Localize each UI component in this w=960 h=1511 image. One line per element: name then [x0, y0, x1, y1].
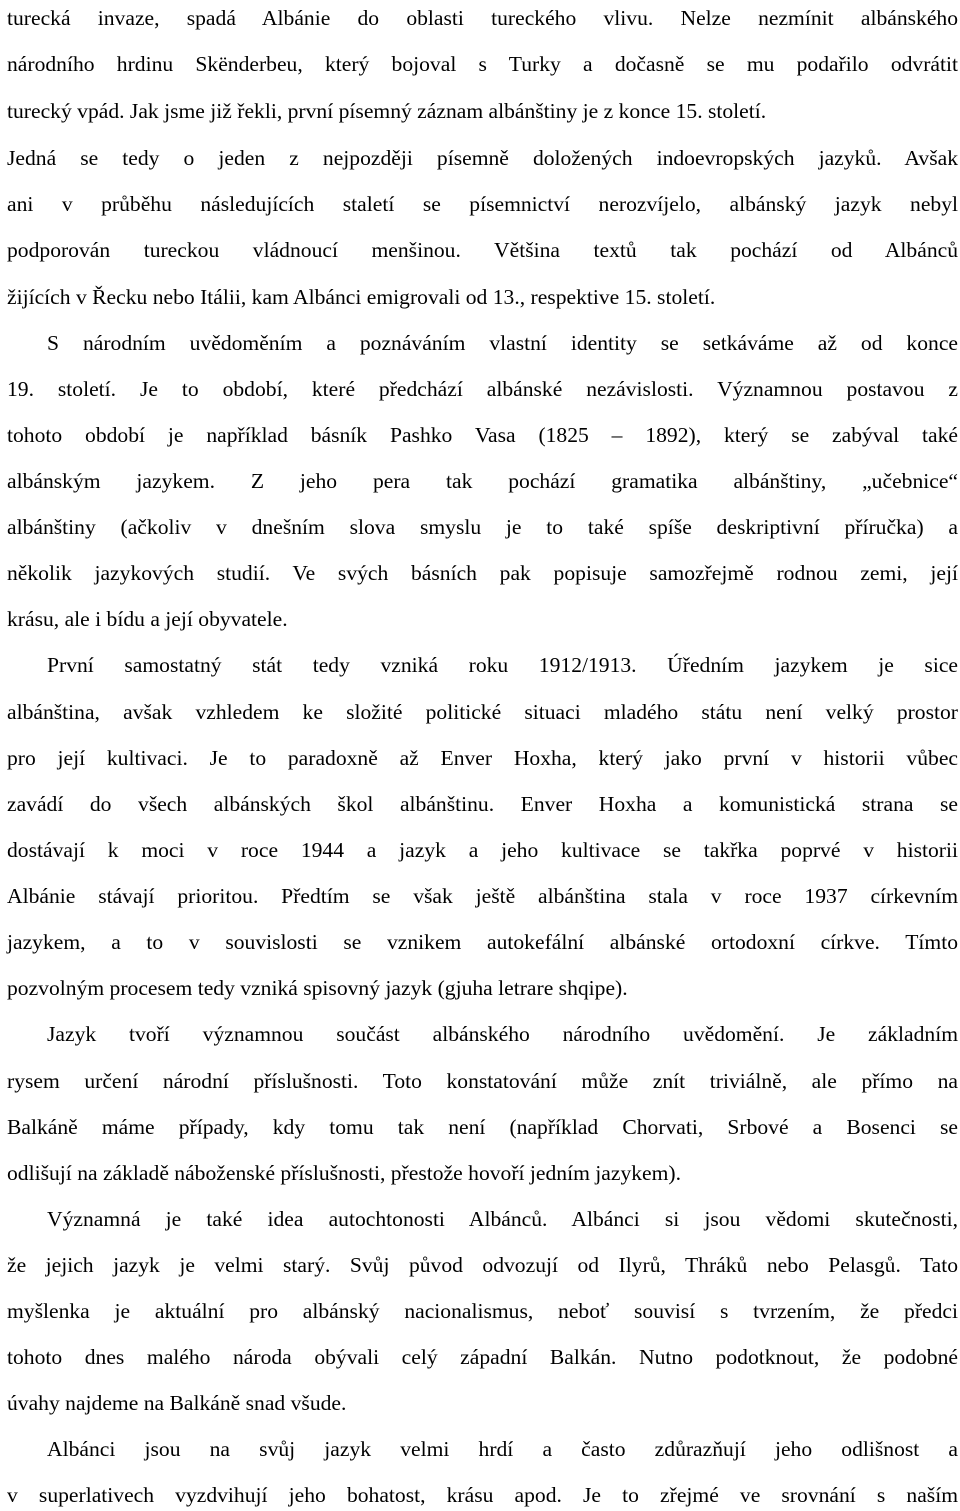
- text-line: První samostatný stát tedy vzniká roku 1912/1913. Úředním jazykem je sice: [47, 653, 958, 677]
- text-line: tohoto období je například básník Pashko Vasa (1825 – 1892), který se zabýval také: [7, 423, 958, 447]
- text-line: myšlenka je aktuální pro albánský nacionalismus, neboť souvisí s tvrzením, že předci: [7, 1299, 958, 1323]
- text-line: tohoto dnes malého národa obývali celý západní Balkán. Nutno podotknout, že podobné: [7, 1345, 958, 1369]
- text-line: krásu, ale i bídu a její obyvatele.: [7, 607, 288, 631]
- text-line: podporován tureckou vládnoucí menšinou. Většina textů tak pochází od Albánců: [7, 238, 958, 262]
- text-line: Balkáně máme případy, kdy tomu tak není (například Chorvati, Srbové a Bosenci se: [7, 1115, 958, 1139]
- text-line: Významná je také idea autochtonosti Albánců. Albánci si jsou vědomi skutečnosti,: [47, 1207, 958, 1231]
- text-line: dostávají k moci v roce 1944 a jazyk a jeho kultivace se takřka poprvé v historii: [7, 838, 958, 862]
- text-line: národního hrdinu Skënderbeu, který bojoval s Turky a dočasně se mu podařilo odvrátit: [7, 52, 958, 76]
- text-line: Jazyk tvoří významnou součást albánského národního uvědomění. Je základním: [47, 1022, 958, 1046]
- text-line: jazykem, a to v souvislosti se vznikem autokefální albánské ortodoxní církve. Tímto: [7, 930, 958, 954]
- text-line: ani v průběhu následujících staletí se písemnictví nerozvíjelo, albánský jazyk nebyl: [7, 192, 958, 216]
- text-line: S národním uvědoměním a poznáváním vlastní identity se setkáváme až od konce: [47, 331, 958, 355]
- text-line: že jejich jazyk je velmi starý. Svůj původ odvozují od Ilyrů, Thráků nebo Pelasgů. Tato: [7, 1253, 958, 1277]
- text-line: Albánie stávají prioritou. Předtím se však ještě albánština stala v roce 1937 církevním: [7, 884, 958, 908]
- text-line: rysem určení národní příslušnosti. Toto konstatování může znít triviálně, ale přímo na: [7, 1069, 958, 1093]
- text-line: několik jazykových studií. Ve svých básních pak popisuje samozřejmě rodnou zemi, její: [7, 561, 958, 585]
- text-line: 19. století. Je to období, které předchází albánské nezávislosti. Významnou postavou z: [7, 377, 958, 401]
- text-line: turecká invaze, spadá Albánie do oblasti tureckého vlivu. Nelze nezmínit albánského: [7, 6, 958, 30]
- text-line: Jedná se tedy o jeden z nejpozději písemně doložených indoevropských jazyků. Avšak: [7, 146, 958, 170]
- text-line: pozvolným procesem tedy vzniká spisovný jazyk (gjuha letrare shqipe).: [7, 976, 628, 1000]
- text-line: v superlativech vyzdvihují jeho bohatost, krásu apod. Je to zřejmé ve srovnání s naším: [7, 1483, 958, 1507]
- text-line: albánštiny (ačkoliv v dnešním slova smyslu je to také spíše deskriptivní příručka) a: [7, 515, 958, 539]
- text-line: úvahy najdeme na Balkáně snad všude.: [7, 1391, 347, 1415]
- text-line: albánským jazykem. Z jeho pera tak pochází gramatika albánštiny, „učebnice“: [7, 469, 958, 493]
- text-line: odlišují na základě náboženské příslušnosti, přestože hovoří jedním jazykem).: [7, 1161, 682, 1185]
- text-line: Albánci jsou na svůj jazyk velmi hrdí a často zdůrazňují jeho odlišnost a: [47, 1437, 958, 1461]
- text-line: albánština, avšak vzhledem ke složité politické situaci mladého státu není velký prostor: [7, 700, 958, 724]
- text-line: pro její kultivaci. Je to paradoxně až Enver Hoxha, který jako první v historii vůbec: [7, 746, 958, 770]
- text-line: turecký vpád. Jak jsme již řekli, první písemný záznam albánštiny je z konce 15. století.: [7, 99, 767, 123]
- text-line: žijících v Řecku nebo Itálii, kam Albánci emigrovali od 13., respektive 15. století.: [7, 285, 716, 309]
- text-line: zavádí do všech albánských škol albánštinu. Enver Hoxha a komunistická strana se: [7, 792, 958, 816]
